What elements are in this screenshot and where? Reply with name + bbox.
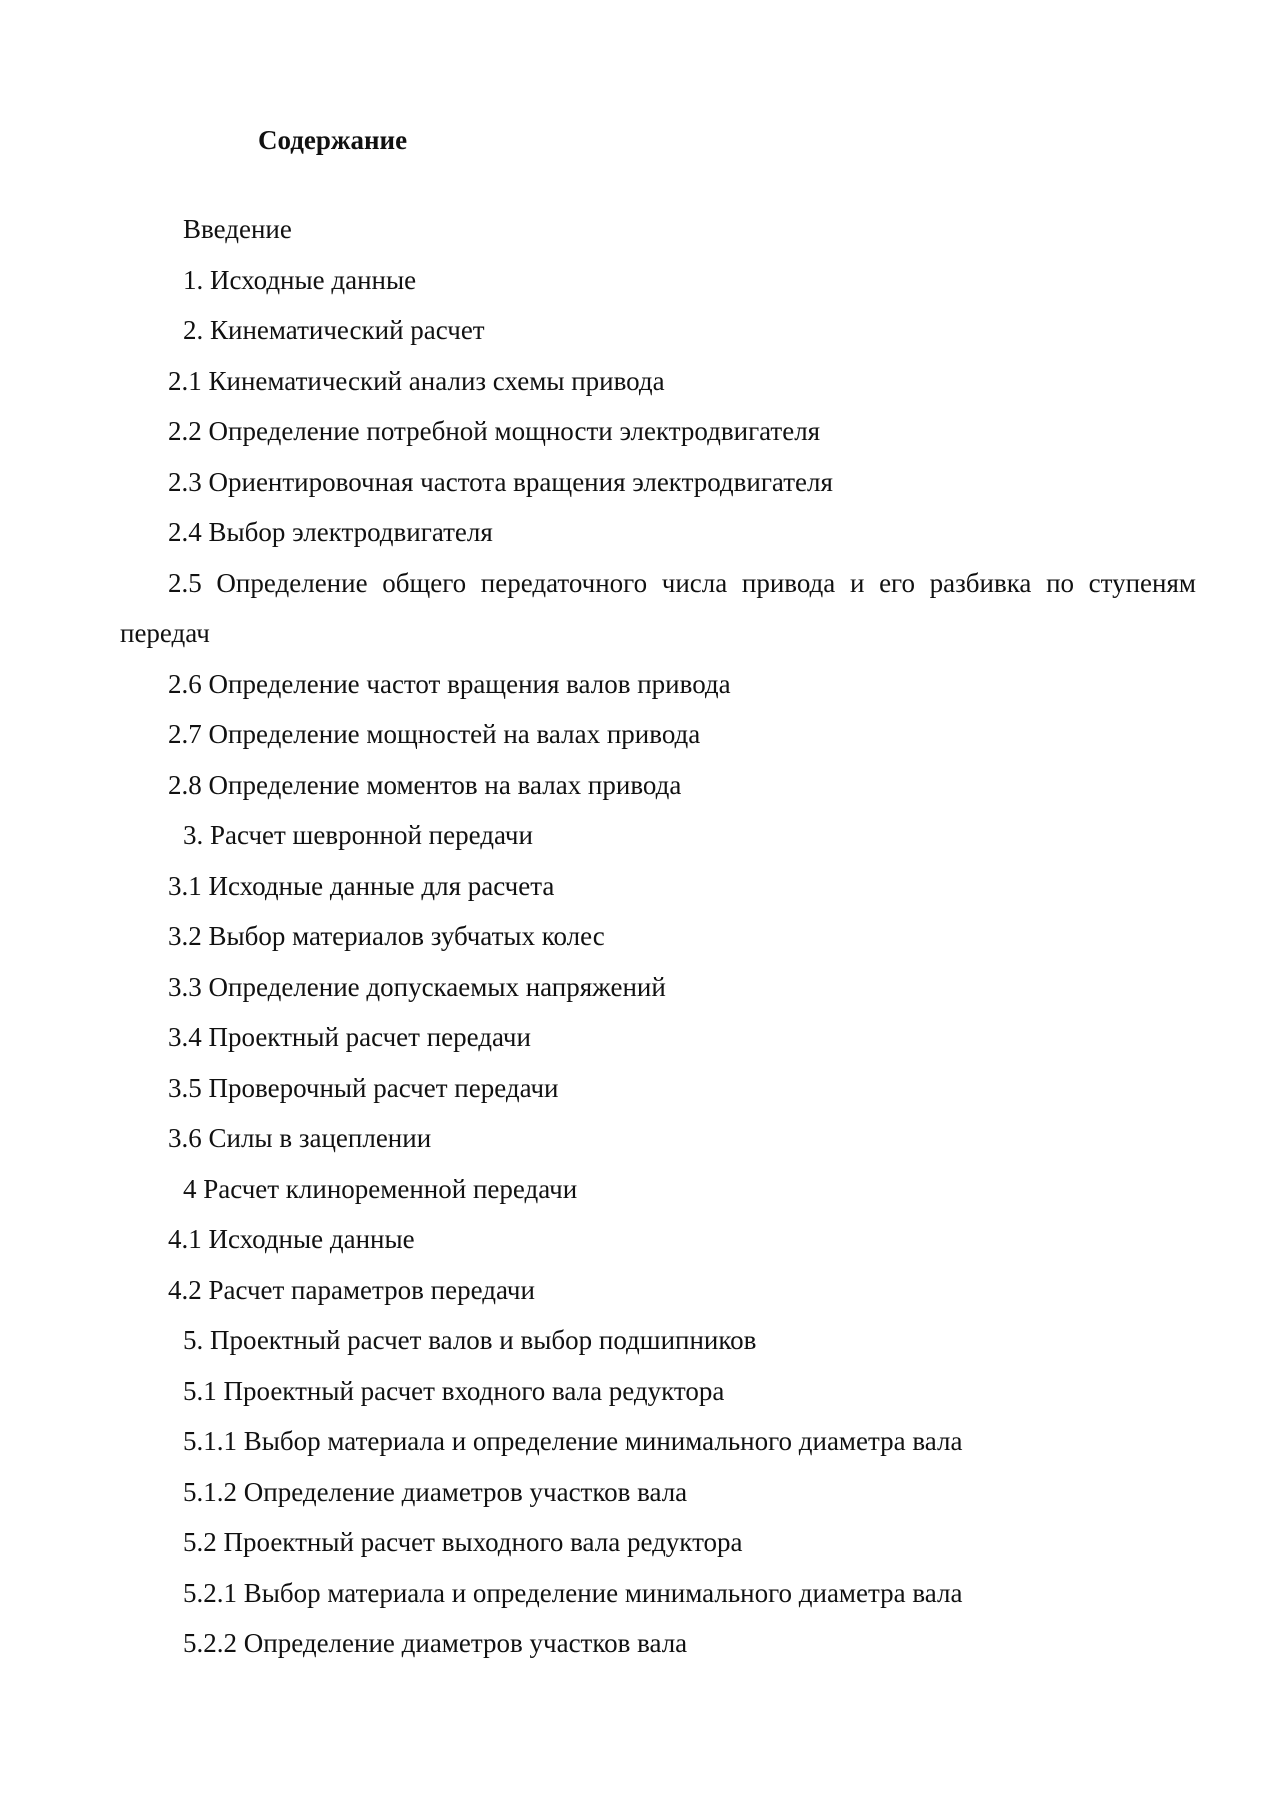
page-title: Содержание: [258, 125, 408, 155]
toc-item: 2.7 Определение мощностей на валах привода: [168, 719, 701, 749]
toc-item: 2. Кинематический расчет: [183, 315, 485, 345]
toc-item: 3.2 Выбор материалов зубчатых колес: [168, 921, 605, 951]
toc-item: 4.1 Исходные данные: [168, 1224, 415, 1254]
toc-item: 2.3 Ориентировочная частота вращения электродвигателя: [168, 466, 833, 497]
toc-item: Введение: [183, 214, 292, 244]
toc-item: 5.2.1 Выбор материала и определение минимального диаметра вала: [183, 1577, 963, 1608]
toc-item: 5.1 Проектный расчет входного вала редуктора: [183, 1375, 725, 1406]
toc-item: 3.4 Проектный расчет передачи: [168, 1022, 531, 1052]
toc-item: 2.6 Определение частот вращения валов привода: [168, 668, 731, 699]
toc-item: 3.1 Исходные данные для расчета: [168, 870, 555, 901]
toc-item: 3.5 Проверочный расчет передачи: [168, 1072, 559, 1103]
toc-item: 2.5 Определение общего передаточного числа привода и его разбивка по ступеням передач: [120, 567, 1196, 648]
toc-item: 1. Исходные данные: [183, 264, 417, 295]
toc-item: 5.1.1 Выбор материала и определение минимального диаметра вала: [183, 1426, 963, 1456]
toc-item: 3.6 Силы в зацеплении: [168, 1123, 432, 1153]
toc-item: 4.2 Расчет параметров передачи: [168, 1274, 535, 1305]
toc-item: 2.1 Кинематический анализ схемы привода: [168, 365, 665, 396]
toc-item: 5.2.2 Определение диаметров участков вала: [183, 1628, 688, 1658]
toc-item: 3.3 Определение допускаемых напряжений: [168, 971, 666, 1002]
toc-item: 2.8 Определение моментов на валах привода: [168, 769, 682, 800]
toc-item: 2.2 Определение потребной мощности электродвигателя: [168, 416, 821, 446]
toc-item: 4 Расчет клиноременной передачи: [183, 1173, 578, 1204]
toc-item: 2.4 Выбор электродвигателя: [168, 517, 493, 547]
table-of-contents: [120, 204, 1196, 1669]
toc-item: 5. Проектный расчет валов и выбор подшипников: [183, 1325, 757, 1355]
toc-item: 5.1.2 Определение диаметров участков вала: [183, 1476, 688, 1507]
toc-item: 3. Расчет шевронной передачи: [183, 820, 533, 850]
toc-item: 5.2 Проектный расчет выходного вала редуктора: [183, 1527, 743, 1557]
